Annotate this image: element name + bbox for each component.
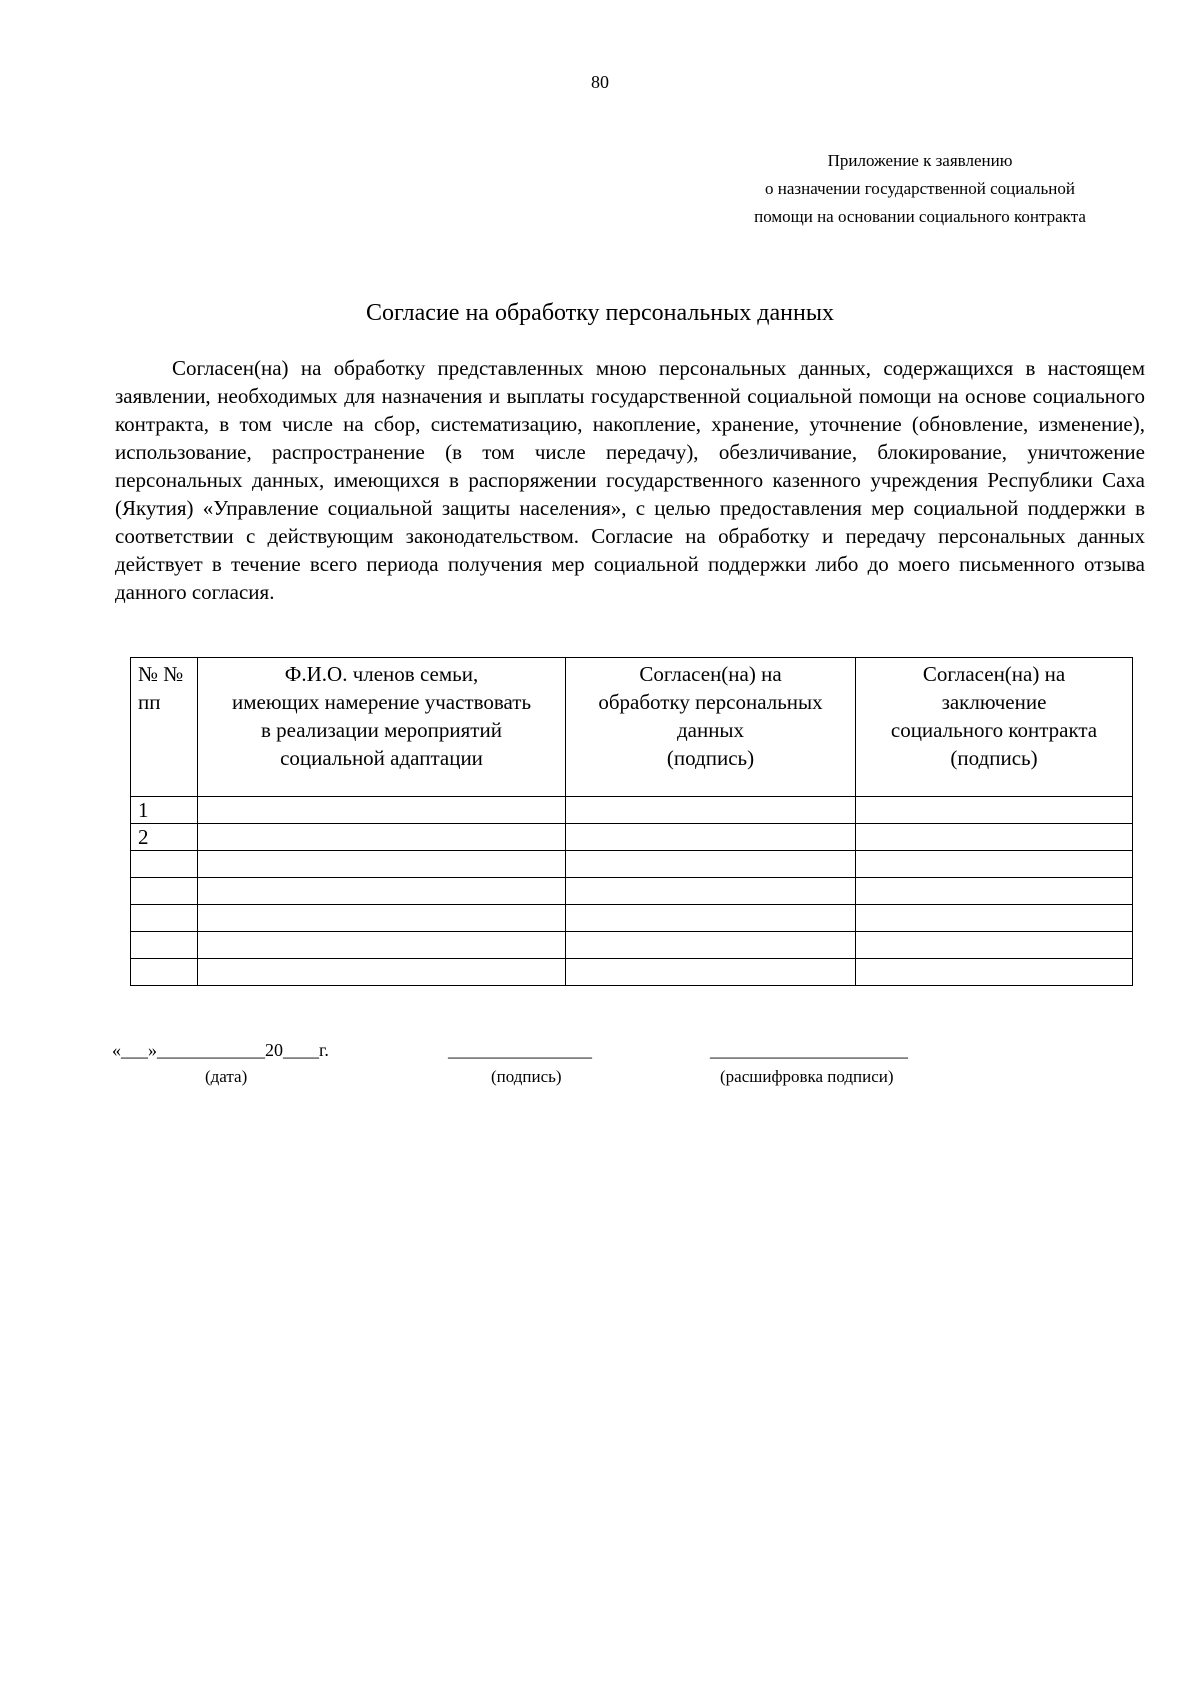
page-number: 80 — [591, 72, 609, 92]
row-number-cell — [131, 878, 198, 905]
consent-contract-signature-cell[interactable] — [856, 824, 1133, 851]
signature-decode-caption: (расшифровка подписи) — [720, 1067, 894, 1086]
signature-caption: (подпись) — [491, 1067, 562, 1086]
consent-contract-signature-cell[interactable] — [856, 959, 1133, 986]
row-number-cell — [131, 851, 198, 878]
appendix-note — [690, 147, 1150, 231]
header-consent-contract: Согласен(на) на заключение социального контракта (подпись) — [856, 658, 1133, 797]
row-number-cell — [131, 932, 198, 959]
consent-text: Согласен(на) на обработку представленных мною персональных данных, содержащихся в настоящем заявлении, необходимых для назначения и выплаты государственной социальной помощи на основе социального контракта, в том числе на сбор, систематизацию, накопление, хранение, уточнение (обновление, изменение), использование, распространение (в том числе передачу), обезличивание, блокирование, уничтожение персональных данных, имеющихся в распоряжении государственного казенного учреждения Республики Саха (Якутия) «Управление социальной защиты населения», с целью предоставления мер социальной поддержки в соответствии с действующим законодательством. Согласие на обработку и передачу персональных данных действует в течение всего периода получения мер социальной поддержки либо до моего письменного отзыва данного согласия. — [115, 356, 1145, 604]
appendix-line: помощи на основании социального контракта — [754, 207, 1086, 226]
consent-data-signature-cell[interactable] — [566, 932, 856, 959]
table-header-row — [131, 658, 1133, 797]
consent-contract-signature-cell[interactable] — [856, 905, 1133, 932]
consent-data-signature-cell[interactable] — [566, 905, 856, 932]
table-row — [131, 905, 1133, 932]
signature-field[interactable]: ________________ — [448, 1040, 592, 1060]
name-cell[interactable] — [198, 851, 566, 878]
consent-data-signature-cell[interactable] — [566, 851, 856, 878]
table-row — [131, 851, 1133, 878]
consent-data-signature-cell[interactable] — [566, 824, 856, 851]
consent-contract-signature-cell[interactable] — [856, 851, 1133, 878]
appendix-line: о назначении государственной социальной — [765, 179, 1075, 198]
name-cell[interactable] — [198, 932, 566, 959]
row-number-cell — [131, 905, 198, 932]
table-row — [131, 932, 1133, 959]
table-row — [131, 824, 1133, 851]
name-cell[interactable] — [198, 824, 566, 851]
document-title: Согласие на обработку персональных данных — [366, 300, 834, 326]
name-cell[interactable] — [198, 959, 566, 986]
name-cell[interactable] — [198, 878, 566, 905]
table-row — [131, 797, 1133, 824]
date-field[interactable]: «___»____________20____г. — [112, 1040, 329, 1060]
date-caption: (дата) — [205, 1067, 248, 1086]
consent-data-signature-cell[interactable] — [566, 959, 856, 986]
header-number: № № пп — [131, 658, 198, 797]
consent-data-signature-cell[interactable] — [566, 878, 856, 905]
signature-decode-field[interactable]: ______________________ — [710, 1040, 908, 1060]
row-number-cell — [131, 959, 198, 986]
name-cell[interactable] — [198, 797, 566, 824]
header-full-name: Ф.И.О. членов семьи, имеющих намерение участвовать в реализации мероприятий социальной адаптации — [198, 658, 566, 797]
table-row — [131, 959, 1133, 986]
consent-contract-signature-cell[interactable] — [856, 797, 1133, 824]
consent-data-signature-cell[interactable] — [566, 797, 856, 824]
family-members-table — [130, 657, 1133, 986]
row-number-cell: 2 — [131, 824, 198, 851]
consent-contract-signature-cell[interactable] — [856, 878, 1133, 905]
appendix-line: Приложение к заявлению — [827, 151, 1013, 170]
table-row — [131, 878, 1133, 905]
header-consent-data: Согласен(на) на обработку персональных данных (подпись) — [566, 658, 856, 797]
name-cell[interactable] — [198, 905, 566, 932]
consent-contract-signature-cell[interactable] — [856, 932, 1133, 959]
row-number-cell: 1 — [131, 797, 198, 824]
